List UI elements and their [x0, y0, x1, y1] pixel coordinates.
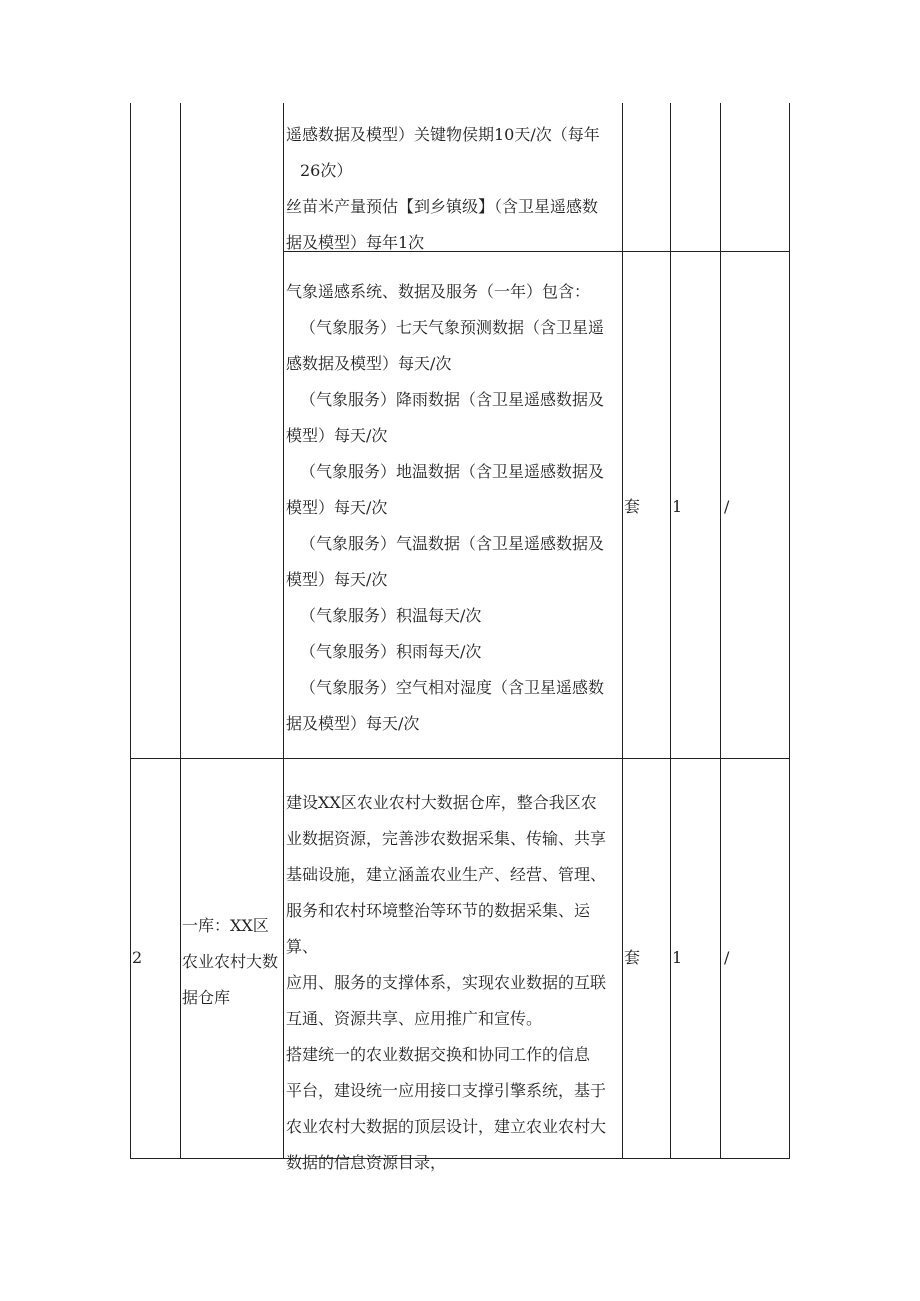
description-line: 感数据及模型）每天/次	[286, 354, 452, 373]
remark-cell: /	[724, 948, 730, 967]
remark-cell: /	[724, 497, 730, 516]
description-line: 平台，建设统一应用接口支撑引擎系统，基于	[286, 1081, 607, 1100]
row-divider	[130, 758, 790, 759]
column-divider-name	[283, 103, 284, 1159]
description-line: 气象遥感系统、数据及服务（一年）包含：	[286, 282, 591, 301]
table-row	[285, 274, 621, 742]
index-cell: 2	[132, 948, 143, 967]
table-row	[285, 785, 621, 1181]
description-line: 模型）每天/次	[286, 426, 388, 445]
description-line: 模型）每天/次	[286, 498, 388, 517]
description-line: 互通、资源共享、应用推广和宣传。	[286, 1009, 543, 1028]
description-line: 搭建统一的农业数据交换和协同工作的信息	[286, 1045, 591, 1064]
column-divider-index	[180, 103, 181, 1159]
column-divider-quantity	[720, 103, 721, 1159]
description-line: （气象服务）七天气象预测数据（含卫星遥	[300, 318, 605, 337]
description-line: 遥感数据及模型）关键物侯期10天/次（每年	[286, 125, 600, 144]
description-line: （气象服务）气温数据（含卫星遥感数据及	[300, 534, 605, 553]
description-line: 据及模型）每年1次	[286, 233, 425, 252]
description-line: （气象服务）积温每天/次	[300, 606, 482, 625]
description-line: 农业农村大数据的顶层设计，建立农业农村大	[286, 1117, 607, 1136]
description-line: 模型）每天/次	[286, 570, 388, 589]
description-line: （气象服务）积雨每天/次	[300, 642, 482, 661]
table-row	[285, 117, 621, 261]
unit-cell: 套	[624, 497, 641, 516]
description-line: 26次）	[300, 161, 353, 180]
description-line: 业数据资源，完善涉农数据采集、传输、共享	[286, 829, 607, 848]
description-line: （气象服务）空气相对湿度（含卫星遥感数	[300, 678, 605, 697]
description-line: 数据的信息资源目录，	[286, 1153, 447, 1172]
description-line: 服务和农村环境整治等环节的数据采集、运算、	[286, 901, 591, 956]
description-line: 据及模型）每天/次	[286, 714, 420, 733]
column-divider-description	[622, 103, 623, 1159]
description-line: （气象服务）地温数据（含卫星遥感数据及	[300, 462, 605, 481]
description-line: 基础设施，建立涵盖农业生产、经营、管理、	[286, 865, 607, 884]
description-line: 建设XX区农业农村大数据仓库，整合我区农	[286, 793, 597, 812]
table-border-right	[789, 103, 790, 1159]
description-line: （气象服务）降雨数据（含卫星遥感数据及	[300, 390, 605, 409]
unit-cell: 套	[624, 948, 641, 967]
quantity-cell: 1	[672, 948, 683, 967]
quantity-cell: 1	[672, 497, 683, 516]
table-border-left	[130, 103, 131, 1159]
column-divider-unit	[670, 103, 671, 1159]
description-line: 丝苗米产量预估【到乡镇级】（含卫星遥感数	[286, 197, 599, 216]
description-line: 应用、服务的支撑体系，实现农业数据的互联	[286, 973, 607, 992]
name-cell: 一库：XX区农业农村大数据仓库	[182, 916, 279, 1007]
